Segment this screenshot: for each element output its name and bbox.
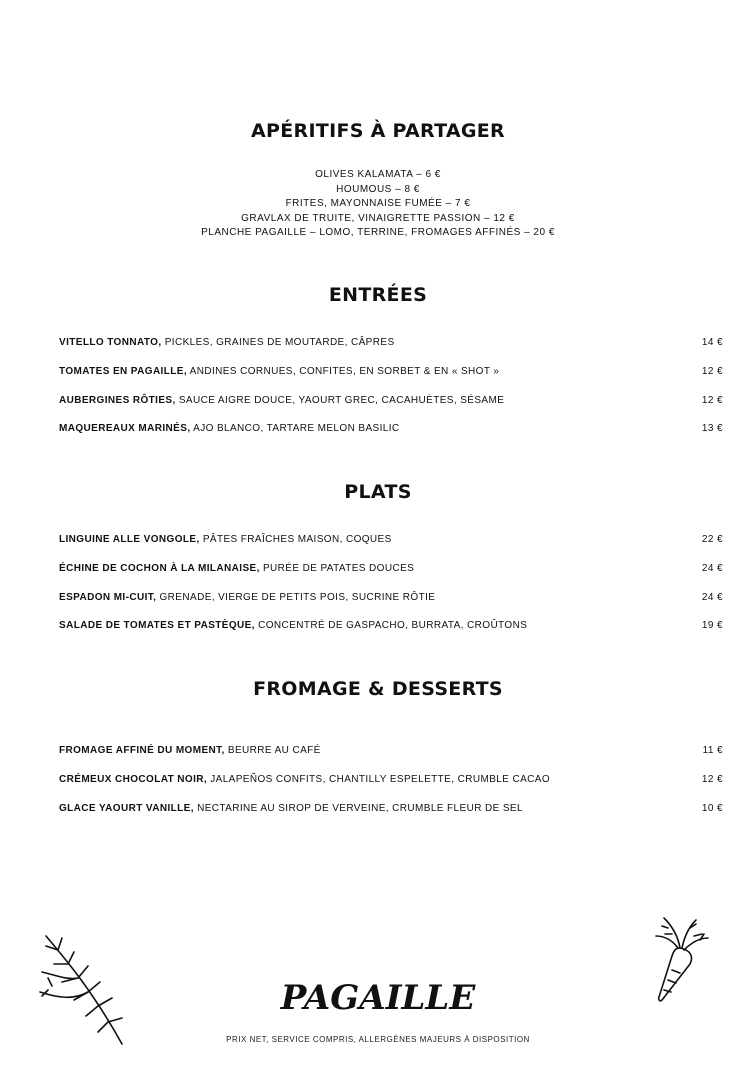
dish-description: BEURRE AU CAFÉ [224,745,321,756]
branch-icon [38,932,130,1048]
dish-description: ANDINES CORNUES, CONFITES, EN SORBET & EN « SHOT » [187,365,500,377]
dish-description: PURÉE DE PATATES DOUCES [259,562,415,574]
dish-name: AUBERGINES RÔTIES, [59,394,176,406]
dish-price: 13 € [701,423,723,435]
dish-name: MAQUEREAUX MARINÉS, [59,423,191,435]
dish-name: VITELLO TONNATO, [59,337,162,348]
section-title-desserts: FROMAGE & DESSERTS [253,678,503,700]
dish-name: SALADE DE TOMATES ET PASTÈQUE, [59,620,255,632]
dish-name: FROMAGE AFFINÉ DU MOMENT, [59,745,225,756]
carrot-icon [650,912,712,1004]
dish-description: PÂTES FRAÎCHES MAISON, COQUES [199,534,392,545]
svg-text:PAGAILLE: PAGAILLE [280,978,476,1018]
menu-item [59,774,723,803]
menu-item [59,366,723,395]
menu-item [59,563,723,592]
dish-price: 11 € [702,745,723,756]
dish-price: 12 € [701,394,723,406]
list-item: PLANCHE PAGAILLE – LOMO, TERRINE, FROMAGES AFFINÉS – 20 € [201,227,555,238]
footer-note: PRIX NET, SERVICE COMPRIS, ALLERGÈNES MAJEURS À DISPOSITION [226,1035,530,1044]
menu-item [59,337,723,366]
section-title-aperitifs: APÉRITIFS À PARTAGER [251,120,505,142]
list-item: OLIVES KALAMATA – 6 € [315,169,441,180]
dish-name: CRÉMEUX CHOCOLAT NOIR, [59,773,208,785]
dish-price: 24 € [701,591,723,603]
list-item: GRAVLAX DE TRUITE, VINAIGRETTE PASSION – 12 € [241,212,515,224]
menu-item [59,745,723,774]
desserts-list [59,745,723,831]
section-title-plats: PLATS [344,481,412,503]
menu-item [59,592,723,621]
dish-price: 14 € [701,337,723,348]
dish-description: CONCENTRÉ DE GASPACHO, BURRATA, CROÛTONS [254,620,528,632]
section-title-entrees: ENTRÉES [328,284,428,306]
list-item: HOUMOUS – 8 € [336,183,420,195]
menu-item [59,395,723,424]
dish-price: 22 € [701,534,723,545]
dish-price: 10 € [701,802,723,814]
menu-item [59,423,723,452]
dish-description: AJO BLANCO, TARTARE MELON BASILIC [190,423,400,435]
menu-item [59,803,723,832]
dish-description: NECTARINE AU SIROP DE VERVEINE, CRUMBLE FLEUR DE SEL [193,802,523,814]
dish-name: ÉCHINE DE COCHON À LA MILANAISE, [59,562,260,574]
aperitifs-list [0,168,756,241]
dish-description: JALAPEÑOS CONFITS, CHANTILLY ESPELETTE, CRUMBLE CACAO [207,773,551,785]
dish-description: PICKLES, GRAINES DE MOUTARDE, CÂPRES [161,337,395,348]
entrees-list [59,337,723,452]
list-item: FRITES, MAYONNAISE FUMÉE – 7 € [285,198,471,209]
dish-name: GLACE YAOURT VANILLE, [59,802,194,814]
menu-item [59,620,723,649]
dish-price: 12 € [701,773,723,785]
dish-name: TOMATES EN PAGAILLE, [59,365,188,377]
dish-name: ESPADON MI-CUIT, [59,591,157,603]
menu-item [59,534,723,563]
dish-price: 12 € [701,365,723,377]
plats-list [59,534,723,649]
dish-description: GRENADE, VIERGE DE PETITS POIS, SUCRINE RÔTIE [156,591,436,603]
dish-name: LINGUINE ALLE VONGOLE, [59,534,200,545]
pagaille-logo [280,969,476,1023]
dish-description: SAUCE AIGRE DOUCE, YAOURT GREC, CACAHUÈTES, SÉSAME [175,394,505,406]
dish-price: 24 € [701,562,723,574]
dish-price: 19 € [701,620,723,632]
